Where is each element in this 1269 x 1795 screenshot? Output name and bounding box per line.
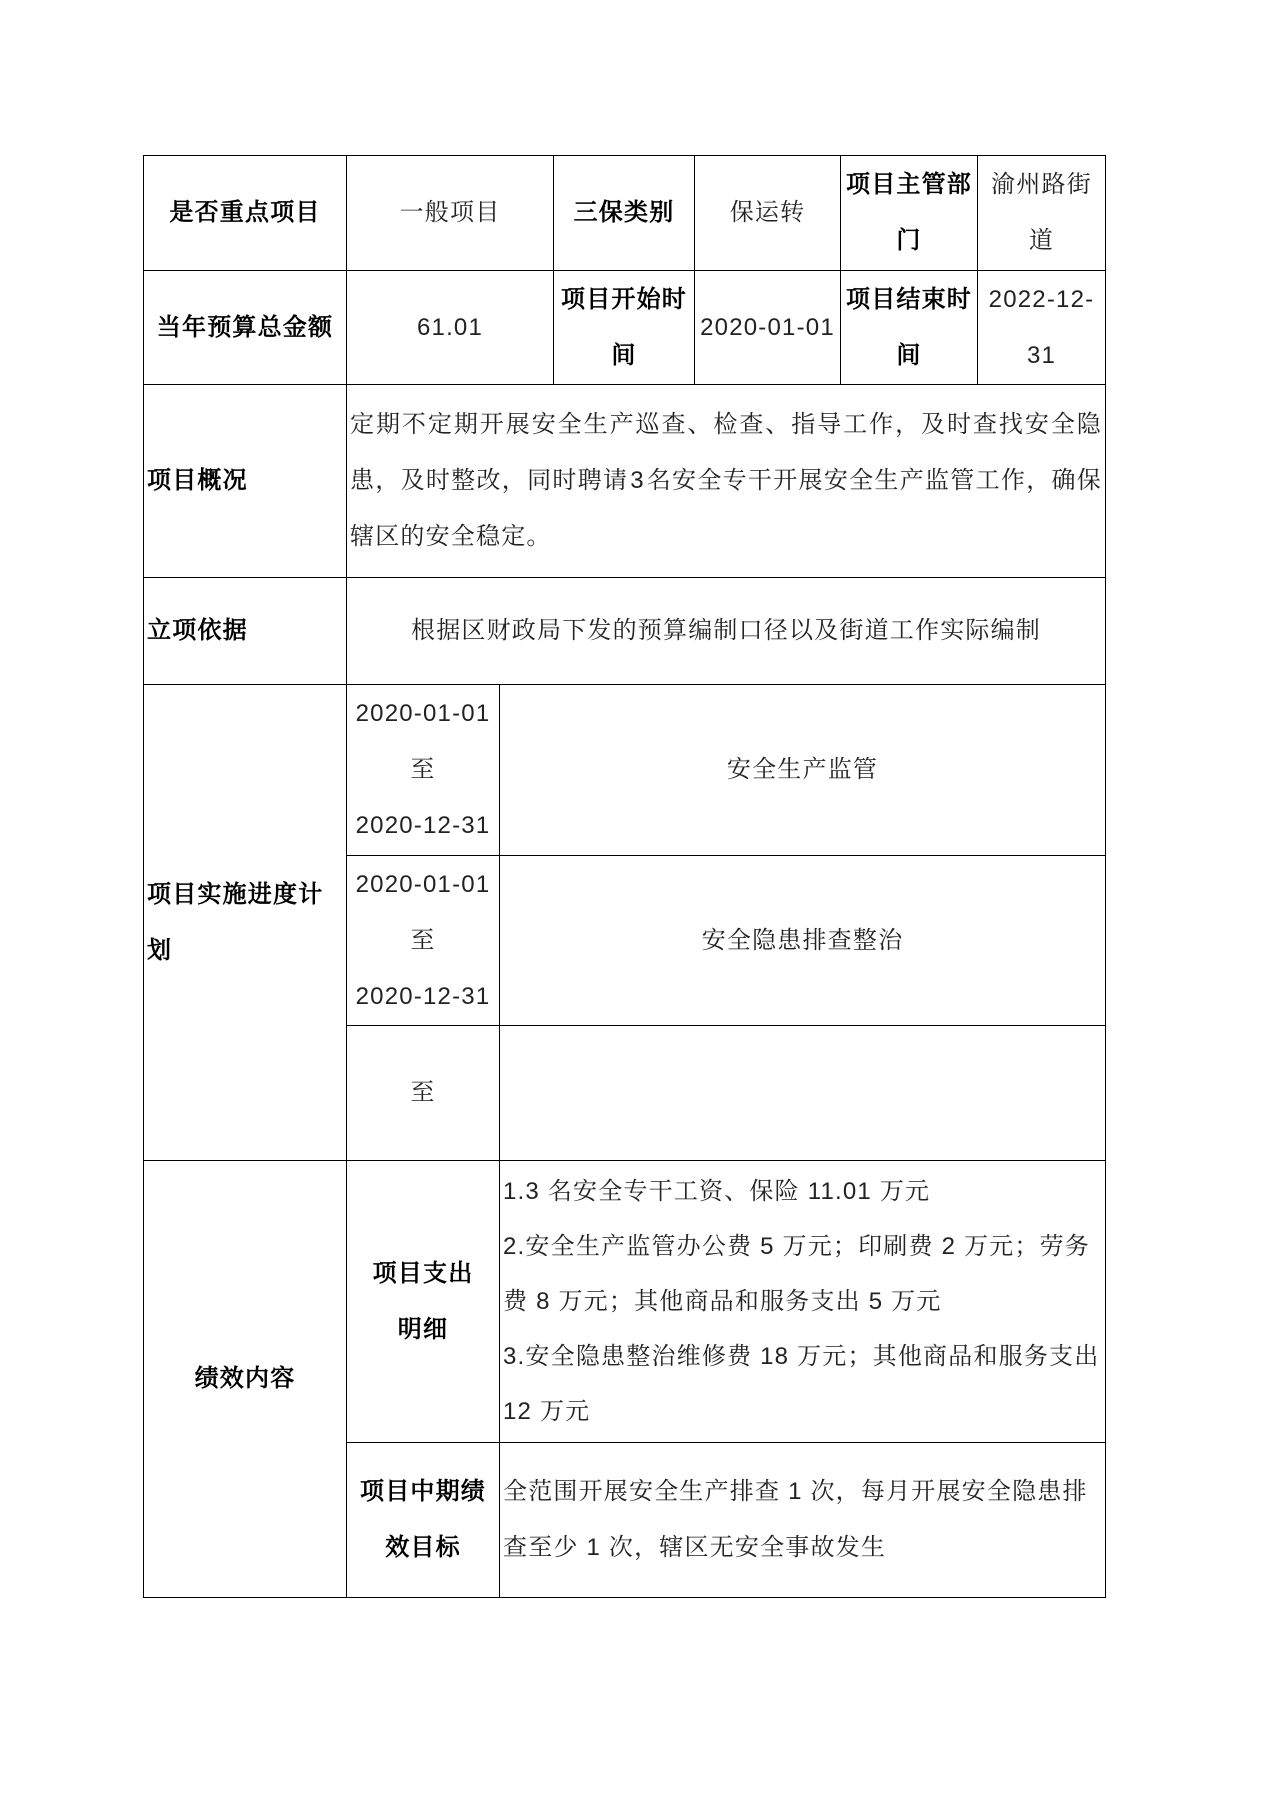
table-row-overview: [144, 385, 1106, 578]
midterm-goal-text: 全范围开展安全生产排查 1 次，每月开展安全隐患排查至少 1 次，辖区无安全事故发生: [500, 1443, 1106, 1598]
project-info-table-wrapper: [143, 155, 1106, 1598]
schedule-row-2-content: 安全隐患排查整治: [500, 856, 1106, 1026]
table-row-schedule-1: [144, 685, 1106, 856]
midterm-goal-label: 项目中期绩效目标: [347, 1443, 500, 1598]
table-row-basic-2: [144, 271, 1106, 385]
schedule-row-2-to: 至: [410, 926, 436, 954]
guarantee-type-value: 保运转: [695, 156, 841, 271]
key-project-value: 一般项目: [347, 156, 554, 271]
schedule-row-3-date-range: [347, 1026, 500, 1161]
overview-label: 项目概况: [144, 385, 347, 578]
schedule-row-2-start: 2020-01-01: [355, 870, 491, 898]
expense-item-2: 2.安全生产监管办公费 5 万元；印刷费 2 万元；劳务费 8 万元；其他商品和服务支出 5 万元: [503, 1233, 1090, 1315]
overview-text: 定期不定期开展安全生产巡查、检查、指导工作，及时查找安全隐患，及时整改，同时聘请 3 名安全专干开展安全生产监管工作，确保辖区的安全稳定。: [347, 385, 1106, 578]
schedule-label: 项目实施进度计划: [144, 685, 347, 1161]
key-project-label: 是否重点项目: [144, 156, 347, 271]
expense-item-3: 3.安全隐患整治维修费 18 万元；其他商品和服务支出 12 万元: [503, 1343, 1100, 1425]
department-value: 渝州路街道: [978, 156, 1106, 271]
schedule-row-1-end: 2020-12-31: [355, 812, 491, 839]
table-row-performance-expense: [144, 1161, 1106, 1443]
basis-text: 根据区财政局下发的预算编制口径以及街道工作实际编制: [347, 578, 1106, 685]
basis-label: 立项依据: [144, 578, 347, 685]
expense-item-1: 1.3 名安全专干工资、保险 11.01 万元: [503, 1178, 931, 1205]
schedule-row-3-content: [500, 1026, 1106, 1161]
schedule-row-3-to: 至: [410, 1079, 436, 1106]
schedule-row-1-content: 安全生产监管: [500, 685, 1106, 856]
start-date-label: 项目开始时间: [554, 271, 695, 385]
department-label: 项目主管部门: [841, 156, 978, 271]
expense-detail-list: [500, 1161, 1106, 1443]
project-info-table: [143, 155, 1106, 1598]
end-date-value: 2022-12-31: [978, 271, 1106, 385]
schedule-row-2-end: 2020-12-31: [355, 982, 491, 1010]
guarantee-type-label: 三保类别: [554, 156, 695, 271]
expense-detail-label: 项目支出明细: [347, 1161, 500, 1443]
budget-label: 当年预算总金额: [144, 271, 347, 385]
table-row-basic-1: [144, 156, 1106, 271]
start-date-value: 2020-01-01: [695, 271, 841, 385]
end-date-label: 项目结束时间: [841, 271, 978, 385]
schedule-row-2-date-range: [347, 856, 500, 1026]
schedule-row-1-to: 至: [410, 756, 436, 783]
table-row-basis: [144, 578, 1106, 685]
budget-value: 61.01: [347, 271, 554, 385]
schedule-row-1-date-range: [347, 685, 500, 856]
performance-label: 绩效内容: [144, 1161, 347, 1598]
schedule-row-1-start: 2020-01-01: [355, 700, 491, 727]
